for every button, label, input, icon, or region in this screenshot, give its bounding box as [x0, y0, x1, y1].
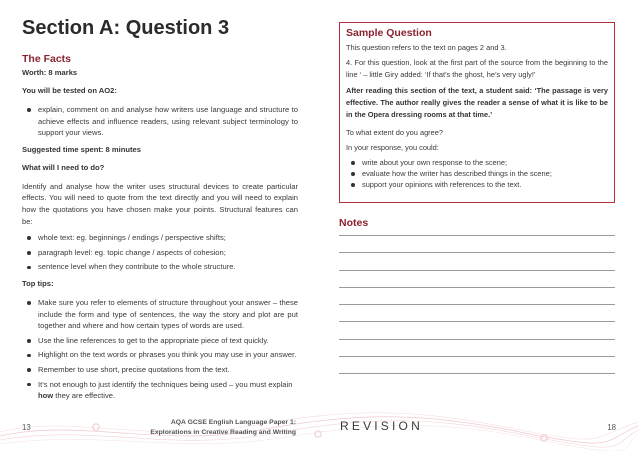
what-paragraph: Identify and analyse how the writer uses structural devices to create particular effects. You will need to quote from the text directly and you will need to explain how the quotations you have chosen make your points. Structural features can be: [22, 181, 298, 226]
time-spent: Suggested time spent: 8 minutes [22, 144, 141, 154]
sample-title: Sample Question [346, 27, 432, 39]
list-item: Remember to use short, precise quotations from the text. [36, 364, 298, 376]
list-item: write about your own response to the scene; [360, 157, 608, 168]
tip-text-end: they are effective. [53, 391, 116, 401]
notes-title: Notes [339, 217, 369, 229]
note-line [339, 339, 615, 340]
footer [0, 408, 638, 451]
response-list [346, 157, 608, 190]
note-line [339, 356, 615, 357]
tips-heading: Top tips: [22, 278, 54, 288]
tip-text: It’s not enough to just identify the techniques being used – you must explain [38, 379, 293, 389]
list-item [36, 379, 298, 402]
revision-logo: REVISION [340, 419, 423, 433]
tip-emphasis: how [38, 391, 54, 401]
list-item: Make sure you refer to elements of structure throughout your answer – these include the form and type of sentences, the way the story and plot are put together and where and how certain types of words are used. [38, 297, 298, 331]
note-line [339, 373, 615, 374]
tested-heading: You will be tested on AO2: [22, 86, 117, 95]
list-item: explain, comment on and analyse how writers use language and structure to achieve effects and influence readers, using relevant subject terminology to support your views. [38, 105, 298, 138]
left-column [22, 16, 298, 408]
note-line [339, 252, 615, 253]
student-quote: After reading this section of the text, a student said: ‘The passage is very effective. The author really gives the reader a sense of what it is like to be in the Opera dressing rooms at that time.’ [346, 86, 608, 119]
response-intro: In your response, you could: [346, 143, 439, 152]
tested-list [22, 104, 298, 139]
sample-question: 4. For this question, look at the first part of the source from the beginning to the line ‘ – little Giry added: ‘If that’s the ghost, he’s very ugly!’ [346, 58, 608, 79]
list-item: sentence level when they contribute to the whole structure. [36, 261, 298, 273]
sample-question-box [339, 22, 615, 203]
section-title: Section A: Question 3 [22, 17, 230, 39]
notes-lines [339, 235, 615, 374]
what-heading: What will I need to do? [22, 162, 105, 172]
right-column [339, 22, 615, 391]
list-item: evaluate how the writer has described things in the scene; [360, 168, 608, 179]
sample-intro: This question refers to the text on pages 2 and 3. [346, 43, 507, 52]
list-item: paragraph level: eg. topic change / aspects of cohesion; [36, 247, 298, 259]
extent-question: To what extent do you agree? [346, 128, 443, 137]
note-line [339, 287, 615, 288]
note-line [339, 270, 615, 271]
note-line [339, 321, 615, 322]
wave-decoration-icon [0, 408, 638, 451]
note-line [339, 235, 615, 236]
list-item: whole text: eg. beginnings / endings / perspective shifts; [36, 232, 298, 244]
list-item: support your opinions with references to the text. [360, 179, 608, 190]
page-number-right: 18 [607, 423, 616, 432]
list-item: Highlight on the text words or phrases you think you may use in your answer. [38, 350, 297, 360]
worth-marks: Worth: 8 marks [22, 68, 78, 77]
facts-heading: The Facts [22, 53, 72, 65]
page-number-left: 13 [22, 423, 31, 432]
footer-line-2: Explorations in Creative Reading and Writing [150, 429, 296, 436]
list-item: Use the line references to get to the appropriate piece of text quickly. [36, 335, 298, 347]
features-list [22, 232, 298, 273]
footer-line-1: AQA GCSE English Language Paper 1: [170, 419, 296, 426]
note-line [339, 304, 615, 305]
tips-list [22, 297, 298, 402]
footer-publication [150, 418, 296, 438]
